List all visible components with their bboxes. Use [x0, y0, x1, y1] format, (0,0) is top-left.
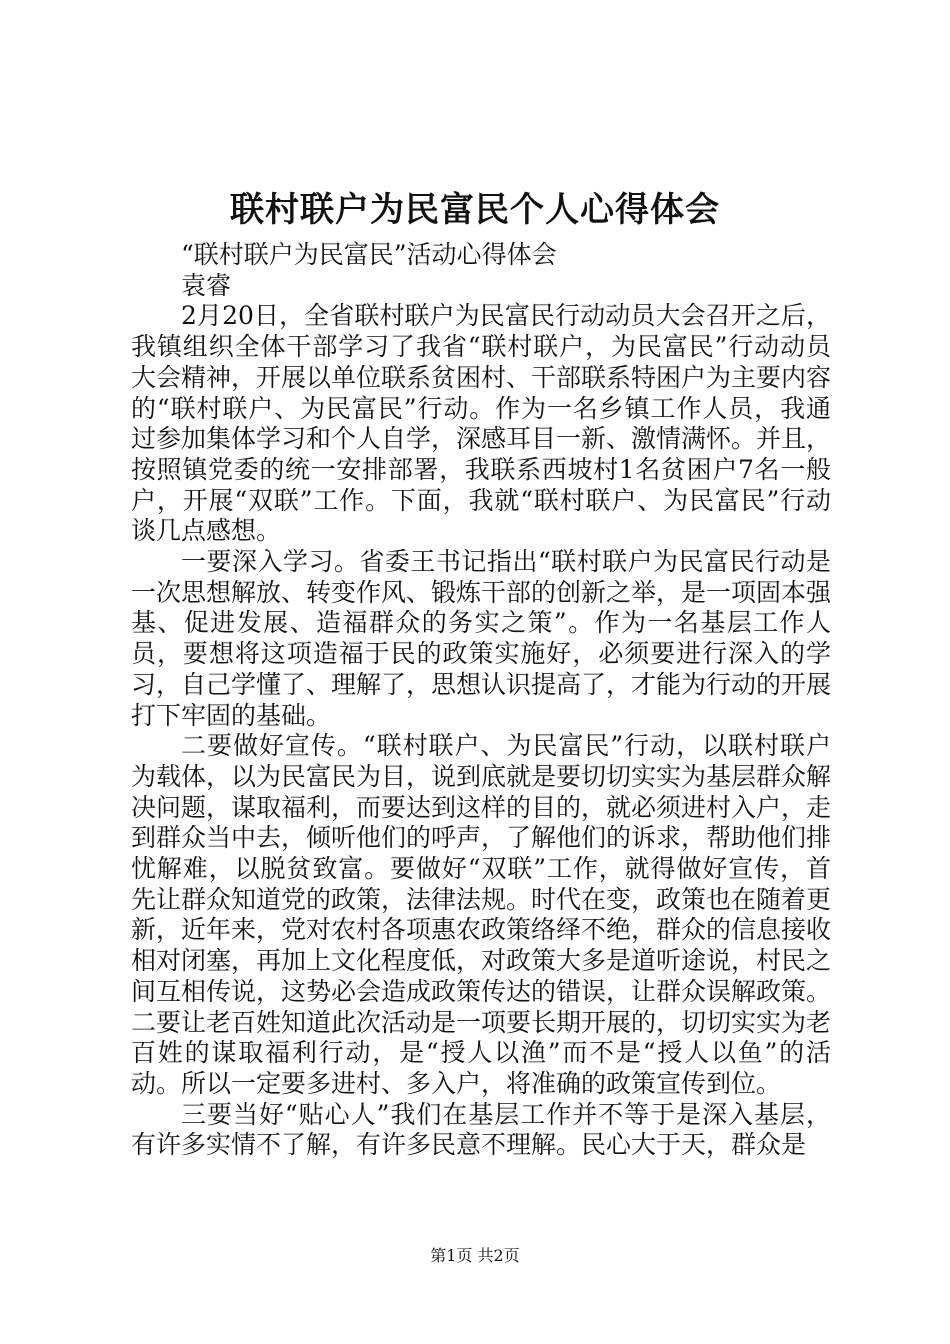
paragraph: 二要做好宣传。“联村联户、为民富民”行动，以联村联户为载体，以为民富民为目，说到底就是要切切实实为基层群众解决问题，谋取福利，而要达到这样的目的，就必须进村入户，走到群众当中去，倾听他们的呼声，了解他们的诉求，帮助他们排忧解难，以脱贫致富。要做好“双联”工作，就得做好宣传，首先让群众知道党的政策，法律法规。时代在变，政策也在随着更新，近年来，党对农村各项惠农政策络绎不绝，群众的信息接收相对闭塞，再加上文化程度低，对政策大多是道听途说，村民之间互相传说，这势必会造成政策传达的错误，让群众误解政策。二要让老百姓知道此次活动是一项要长期开展的，切切实实为老百姓的谋取福利行动，是“授人以渔”而不是“授人以鱼”的活动。所以一定要多进村、多入户，将准确的政策宣传到位。 — [131, 731, 832, 1098]
paragraph: 2月20日，全省联村联户为民富民行动动员大会召开之后，我镇组织全体干部学习了我省“联村联户，为民富民”行动动员大会精神，开展以单位联系贫困村、干部联系特困户为主要内容的“联村联户、为民富民”行动。作为一名乡镇工作人员，我通过参加集体学习和个人自学，深感耳目一新、激情满怀。并且，按照镇党委的统一安排部署，我联系西坡村1名贫困户7名一般户，开展“双联”工作。下面，我就“联村联户、为民富民”行动谈几点感想。 — [131, 301, 832, 546]
document-subtitle: “联村联户为民富民”活动心得体会 — [181, 240, 557, 269]
document-body — [131, 240, 831, 1161]
document-title: 联村联户为民富民个人心得体会 — [230, 190, 720, 230]
page-footer: 第1页 共2页 — [430, 1246, 520, 1265]
document-author: 袁睿 — [181, 270, 232, 300]
paragraph: 三要当好“贴心人”我们在基层工作并不等于是深入基层，有许多实情不了解，有许多民意不理解。民心大于天，群众是 — [131, 1099, 831, 1160]
paragraph: 一要深入学习。省委王书记指出“联村联户为民富民行动是一次思想解放、转变作风、锻炼干部的创新之举，是一项固本强基、促进发展、造福群众的务实之策”。作为一名基层工作人员，要想将这项造福于民的政策实施好，必须要进行深入的学习，自己学懂了、理解了，思想认识提高了，才能为行动的开展打下牢固的基础。 — [131, 547, 832, 730]
